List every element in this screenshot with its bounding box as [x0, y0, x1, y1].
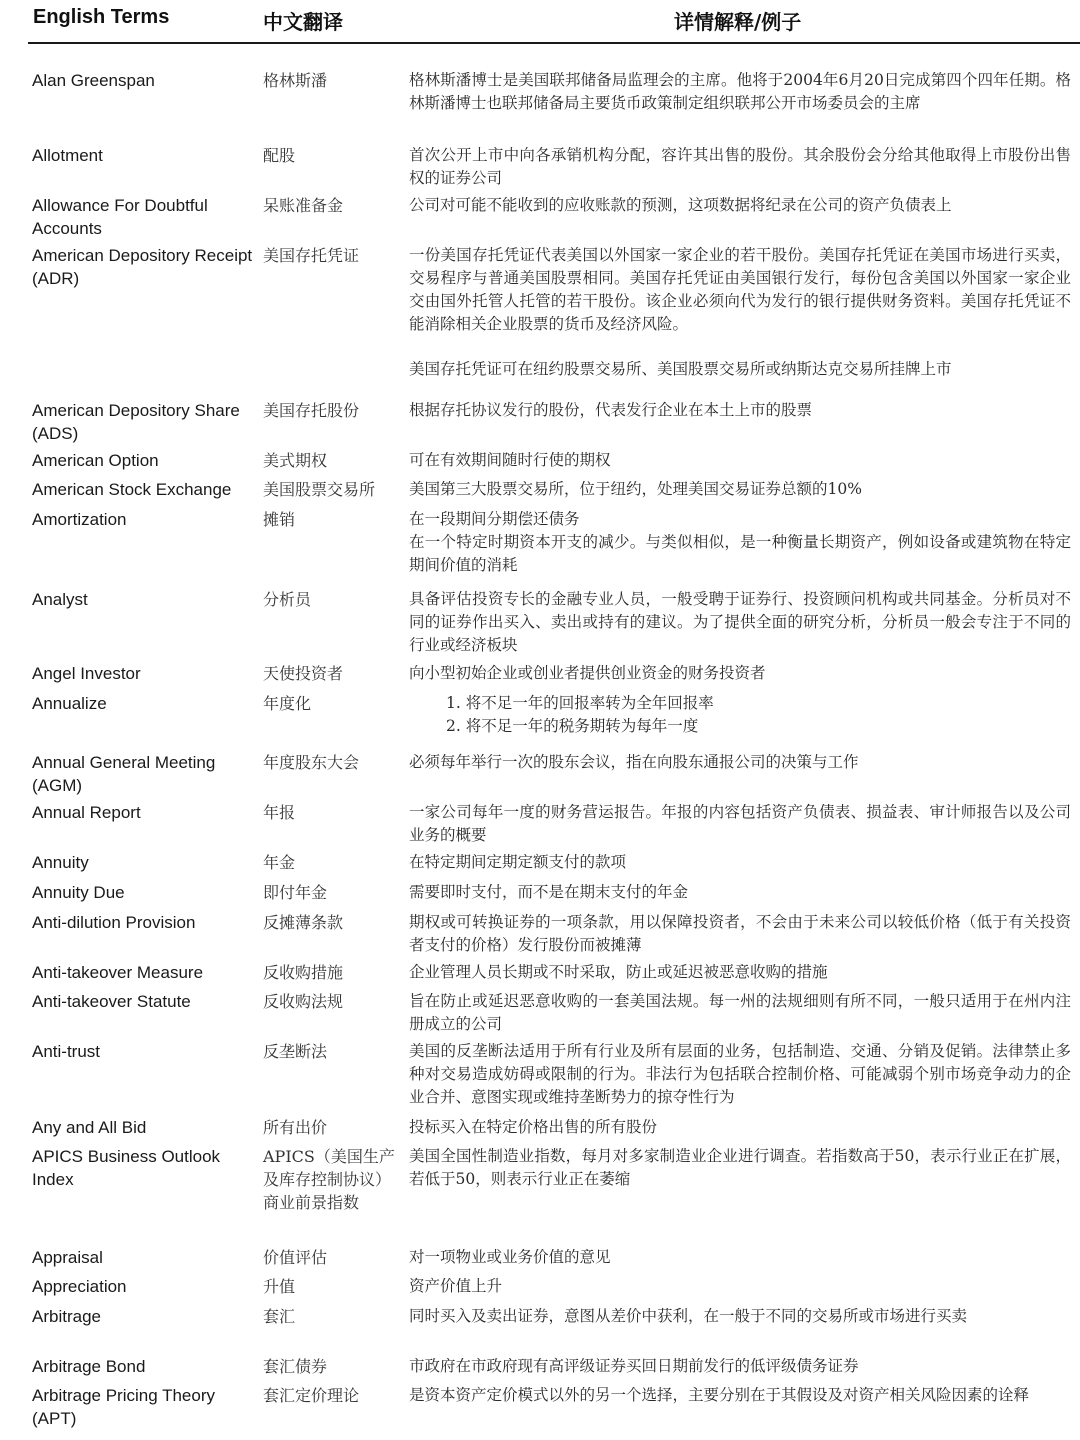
term-english: Appraisal: [32, 1248, 103, 1267]
term-explanation: [409, 1355, 1071, 1378]
term-explanation: [409, 449, 1071, 472]
term-english: Anti-dilution Provision: [32, 913, 196, 932]
explanation-paragraph: 美国存托凭证可在纽约股票交易所、美国股票交易所或纳斯达克交易所挂牌上市: [409, 360, 952, 378]
header-chinese-translation: 中文翻译: [263, 10, 343, 34]
explanation-paragraph: 期权或可转换证券的一项条款，用以保障投资者，不会由于未来公司以较低价格（低于有关投资者支付的价格）发行股份而被摊薄: [409, 913, 1071, 954]
term-chinese: 即付年金: [263, 883, 328, 902]
explanation-paragraph: 美国全国性制造业指数，每月对多家制造业企业进行调查。若指数高于50，表示行业正在扩展，若低于50，则表示行业正在萎缩: [409, 1147, 1071, 1188]
term-english: American Option: [32, 451, 159, 470]
term-english: Annuity Due: [32, 883, 125, 902]
term-chinese: 套汇: [263, 1307, 296, 1326]
term-explanation: [409, 1040, 1071, 1109]
term-explanation: [409, 961, 1071, 984]
term-english: Anti-takeover Measure: [32, 963, 204, 982]
explanation-paragraph: 必须每年举行一次的股东会议，指在向股东通报公司的决策与工作: [409, 753, 859, 771]
term-chinese: 套汇债券: [263, 1357, 328, 1376]
term-explanation: [409, 588, 1071, 657]
term-english: Allotment: [32, 146, 103, 165]
term-chinese: 套汇定价理论: [263, 1386, 360, 1405]
term-explanation: [409, 69, 1071, 115]
term-explanation: [409, 508, 1071, 577]
term-chinese: 天使投资者: [263, 664, 344, 683]
term-explanation: [409, 1246, 1071, 1269]
term-chinese: 格林斯潘: [263, 71, 328, 90]
term-chinese: 反收购措施: [263, 963, 344, 982]
explanation-paragraph: 企业管理人员长期或不时采取，防止或延迟被恶意收购的措施: [409, 963, 828, 981]
term-chinese: 反摊薄条款: [263, 913, 344, 932]
term-english: Annualize: [32, 694, 107, 713]
term-english: Arbitrage: [32, 1307, 101, 1326]
term-english: Amortization: [32, 510, 127, 529]
term-explanation: [409, 1275, 1071, 1298]
term-chinese: 价值评估: [263, 1248, 328, 1267]
term-chinese: 反垄断法: [263, 1042, 328, 1061]
explanation-paragraph: 具备评估投资专长的金融专业人员，一般受聘于证券行、投资顾问机构或共同基金。分析员对不同的证券作出买入、卖出或持有的建议。为了提供全面的研究分析，分析员一般会专注于不同的行业或经济板块: [409, 590, 1071, 654]
term-explanation: [409, 144, 1071, 190]
term-english: Arbitrage Bond: [32, 1357, 146, 1376]
term-explanation: [409, 1145, 1071, 1191]
term-chinese: 年度化: [263, 694, 312, 713]
explanation-paragraph: 公司对可能不能收到的应收账款的预测，这项数据将纪录在公司的资产负债表上: [409, 196, 952, 214]
term-explanation: [409, 1384, 1071, 1407]
term-english: Angel Investor: [32, 664, 141, 683]
term-explanation: [409, 1305, 1071, 1328]
term-explanation: [409, 399, 1071, 422]
explanation-paragraph: 需要即时支付，而不是在期末支付的年金: [409, 883, 689, 901]
explanation-paragraph: 向小型初始企业或创业者提供创业资金的财务投资者: [409, 664, 766, 682]
term-explanation: [409, 662, 1071, 685]
term-chinese: 美式期权: [263, 451, 328, 470]
term-english: Arbitrage Pricing Theory (APT): [32, 1386, 215, 1428]
term-explanation: [409, 194, 1071, 217]
term-chinese: 升值: [263, 1277, 296, 1296]
term-chinese: 年报: [263, 803, 296, 822]
term-english: Alan Greenspan: [32, 71, 155, 90]
term-english: Allowance For Doubtful Accounts: [32, 196, 208, 238]
term-chinese: 美国股票交易所: [263, 480, 376, 499]
term-explanation: [409, 244, 1071, 381]
term-explanation: [409, 478, 1071, 501]
explanation-paragraph: 对一项物业或业务价值的意见: [409, 1248, 611, 1266]
explanation-paragraph: 是资本资产定价模式以外的另一个选择，主要分别在于其假设及对资产相关风险因素的诠释: [409, 1386, 1030, 1404]
header-details: 详情解释/例子: [674, 10, 802, 34]
explanation-paragraph: 美国的反垄断法适用于所有行业及所有层面的业务，包括制造、交通、分销及促销。法律禁止多种对交易造成妨碍或限制的行为。非法行为包括联合控制价格、可能减弱个别市场竞争动力的企业合并、意图实现或维持垄断势力的掠夺性行为: [409, 1042, 1071, 1106]
explanation-paragraph: 可在有效期间随时行使的期权: [409, 451, 611, 469]
term-chinese: 年金: [263, 853, 296, 872]
term-explanation: [409, 751, 1071, 774]
explanation-paragraph: 旨在防止或延迟恶意收购的一套美国法规。每一州的法规细则有所不同，一般只适用于在州内注册成立的公司: [409, 992, 1071, 1033]
explanation-paragraph: 投标买入在特定价格出售的所有股份: [409, 1118, 658, 1136]
term-english: Anti-trust: [32, 1042, 101, 1061]
term-english: American Depository Share (ADS): [32, 401, 240, 443]
term-explanation: [409, 851, 1071, 874]
term-chinese: 年度股东大会: [263, 753, 360, 772]
explanation-paragraph: 一份美国存托凭证代表美国以外国家一家企业的若干股份。美国存托凭证在美国市场进行买卖，交易程序与普通美国股票相同。美国存托凭证由美国银行发行，每份包含美国以外国家一家企业交由国外托管人托管的若干股份。该企业必须向代为发行的银行提供财务资料。美国存托凭证不能消除相关企业股票的货币及经济风险。: [409, 246, 1071, 333]
explanation-paragraph: 一家公司每年一度的财务营运报告。年报的内容包括资产负债表、损益表、审计师报告以及公司业务的概要: [409, 803, 1071, 844]
term-english: Annuity: [32, 853, 89, 872]
term-chinese: 配股: [263, 146, 296, 165]
explanation-paragraph: 在一个特定时期资本开支的减少。与类似相似，是一种衡量长期资产，例如设备或建筑物在特定期间价值的消耗: [409, 533, 1071, 574]
term-english: American Depository Receipt (ADR): [32, 246, 253, 288]
term-explanation: [409, 692, 1071, 738]
term-english: Annual Report: [32, 803, 141, 822]
header-divider: [28, 42, 1080, 44]
explanation-paragraph: 根据存托协议发行的股份，代表发行企业在本土上市的股票: [409, 401, 813, 419]
table-header: [0, 0, 1080, 44]
explanation-paragraph: 首次公开上市中向各承销机构分配，容许其出售的股份。其余股份会分给其他取得上市股份出售权的证券公司: [409, 146, 1071, 187]
term-chinese: APICS（美国生产及库存控制协议）商业前景指数: [263, 1147, 395, 1212]
term-chinese: 分析员: [263, 590, 312, 609]
term-english: Anti-takeover Statute: [32, 992, 191, 1011]
term-chinese: 呆账准备金: [263, 196, 344, 215]
term-english: Appreciation: [32, 1277, 127, 1296]
term-chinese: 所有出价: [263, 1118, 328, 1137]
explanation-paragraph: 市政府在市政府现有高评级证券买回日期前发行的低评级债务证券: [409, 1357, 859, 1375]
explanation-paragraph: 在一段期间分期偿还债务: [409, 510, 580, 528]
term-chinese: 美国存托股份: [263, 401, 360, 420]
term-english: American Stock Exchange: [32, 480, 232, 499]
term-english: APICS Business Outlook Index: [32, 1147, 221, 1189]
explanation-paragraph: 格林斯潘博士是美国联邦储备局监理会的主席。他将于2004年6月20日完成第四个四年任期。格林斯潘博士也联邦储备局主要货币政策制定组织联邦公开市场委员会的主席: [409, 71, 1071, 112]
term-explanation: [409, 911, 1071, 957]
explanation-paragraph: 同时买入及卖出证券，意图从差价中获利，在一般于不同的交易所或市场进行买卖: [409, 1307, 968, 1325]
explanation-paragraph: 美国第三大股票交易所，位于纽约，处理美国交易证券总额的10%: [409, 480, 862, 498]
header-english-terms: English Terms: [33, 6, 170, 28]
explanation-paragraph: 在特定期间定期定额支付的款项: [409, 853, 627, 871]
explanation-paragraph: 1. 将不足一年的回报率转为全年回报率: [446, 694, 714, 712]
term-explanation: [409, 881, 1071, 904]
explanation-paragraph: 2. 将不足一年的税务期转为每年一度: [446, 717, 699, 735]
term-chinese: 反收购法规: [263, 992, 344, 1011]
term-english: Annual General Meeting (AGM): [32, 753, 216, 795]
term-english: Analyst: [32, 590, 88, 609]
term-chinese: 美国存托凭证: [263, 246, 360, 265]
term-chinese: 摊销: [263, 510, 296, 529]
term-explanation: [409, 990, 1071, 1036]
term-english: Any and All Bid: [32, 1118, 147, 1137]
term-explanation: [409, 801, 1071, 847]
explanation-paragraph: 资产价值上升: [409, 1277, 503, 1295]
term-explanation: [409, 1116, 1071, 1139]
